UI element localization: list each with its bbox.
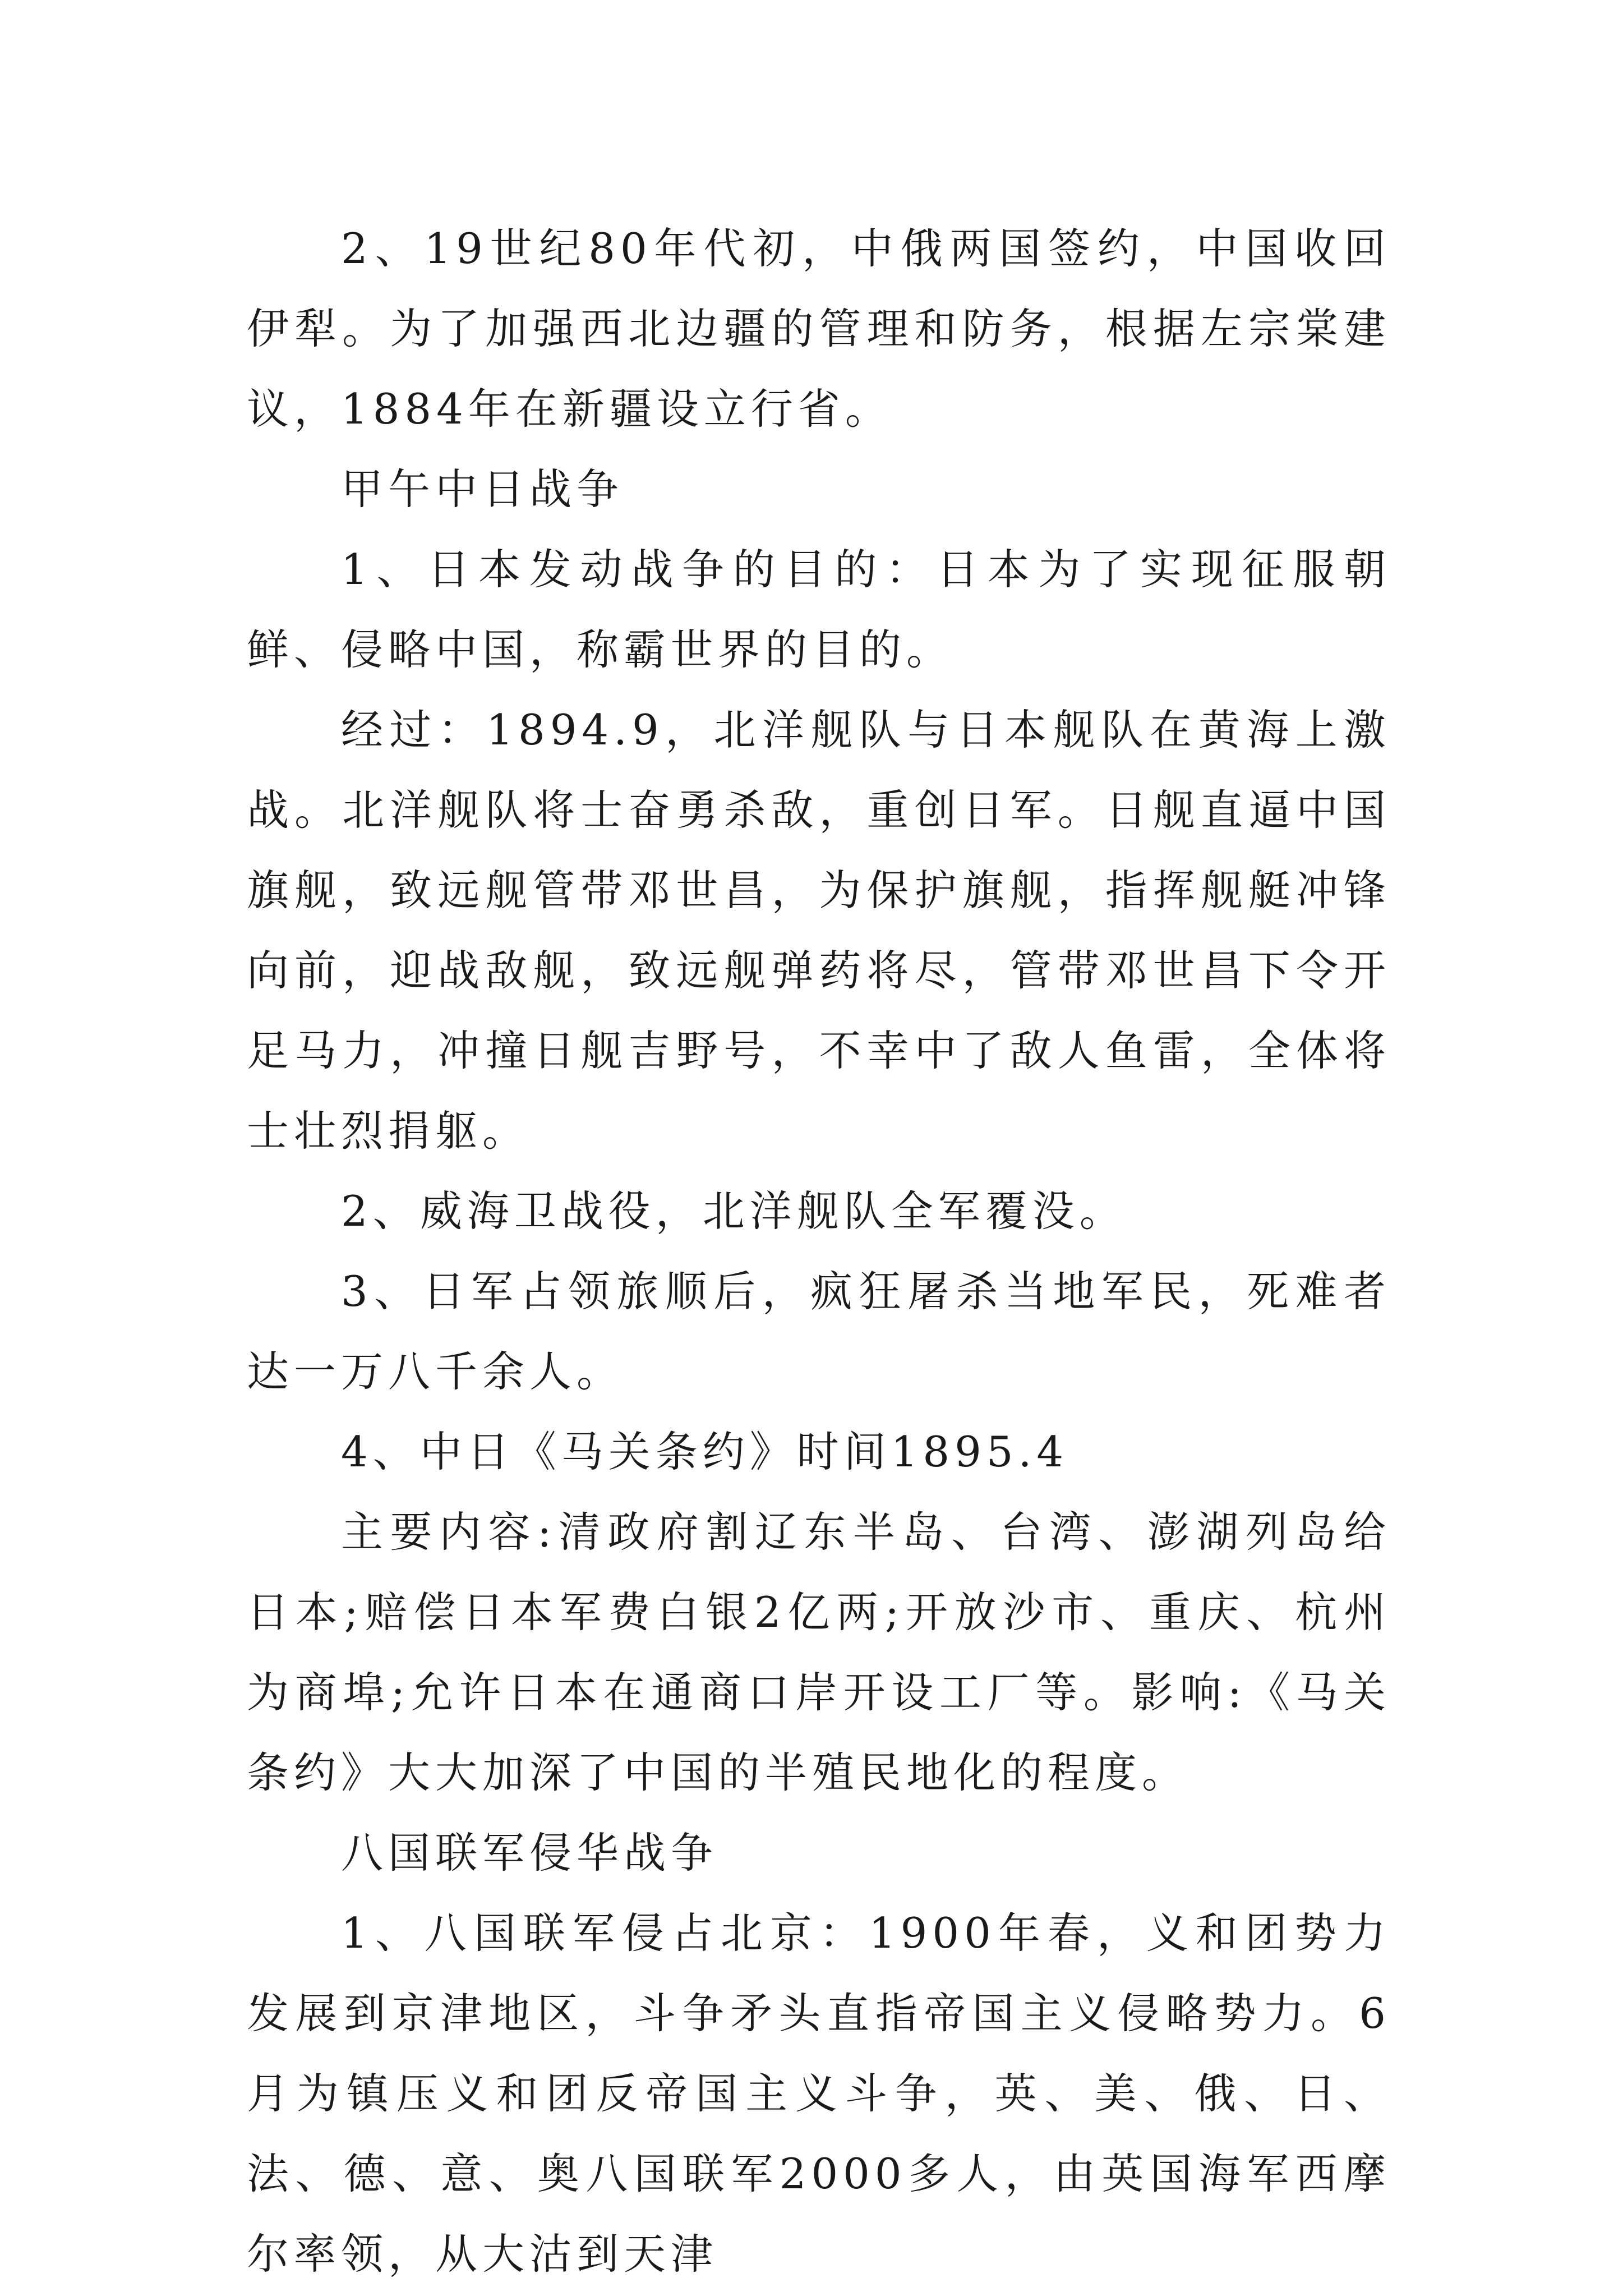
paragraph-ili-recovery: 2、19世纪80年代初，中俄两国签约，中国收回伊犁。为了加强西北边疆的管理和防务，根据左宗棠建议，1884年在新疆设立行省。 xyxy=(247,224,1391,434)
paragraph-yellow-sea-battle: 经过：1894.9，北洋舰队与日本舰队在黄海上激战。北洋舰队将士奋勇杀敌，重创日军。日舰直逼中国旗舰，致远舰管带邓世昌，为保护旗舰，指挥舰艇冲锋向前，迎战敌舰，致远舰弹药将尽，管带邓世昌下令开足马力，冲撞日舰吉野号，不幸中了敌人鱼雷，全体将士壮烈捐躯。 xyxy=(247,705,1391,1156)
paragraph-treaty-content: 主要内容:清政府割辽东半岛、台湾、澎湖列岛给日本;赔偿日本军费白银2亿两;开放沙市、重庆、杭州为商埠;允许日本在通商口岸开设工厂等。影响:《马关条约》大大加深了中国的半殖民地化的程度。 xyxy=(247,1507,1391,1797)
section-heading-eight-nation-alliance: 八国联军侵华战争 xyxy=(341,1828,718,1878)
section-heading-sino-japanese-war: 甲午中日战争 xyxy=(341,464,624,514)
paragraph-lushun-massacre: 3、日军占领旅顺后，疯狂屠杀当地军民，死难者达一万八千余人。 xyxy=(247,1267,1391,1396)
paragraph-beijing-invasion: 1、八国联军侵占北京：1900年春，义和团势力发展到京津地区，斗争矛头直指帝国主义侵略势力。6月为镇压义和团反帝国主义斗争，英、美、俄、日、法、德、意、奥八国联军2000多人，由英国海军西摩尔率领，从大沽到天津 xyxy=(247,1908,1391,2279)
paragraph-weihaiwei: 2、威海卫战役，北洋舰队全军覆没。 xyxy=(341,1186,1127,1236)
paragraph-shimonoseki-treaty: 4、中日《马关条约》时间1895.4 xyxy=(341,1427,1069,1476)
document-body xyxy=(247,209,1391,2294)
paragraph-war-purpose: 1、日本发动战争的目的：日本为了实现征服朝鲜、侵略中国，称霸世界的目的。 xyxy=(247,545,1391,674)
